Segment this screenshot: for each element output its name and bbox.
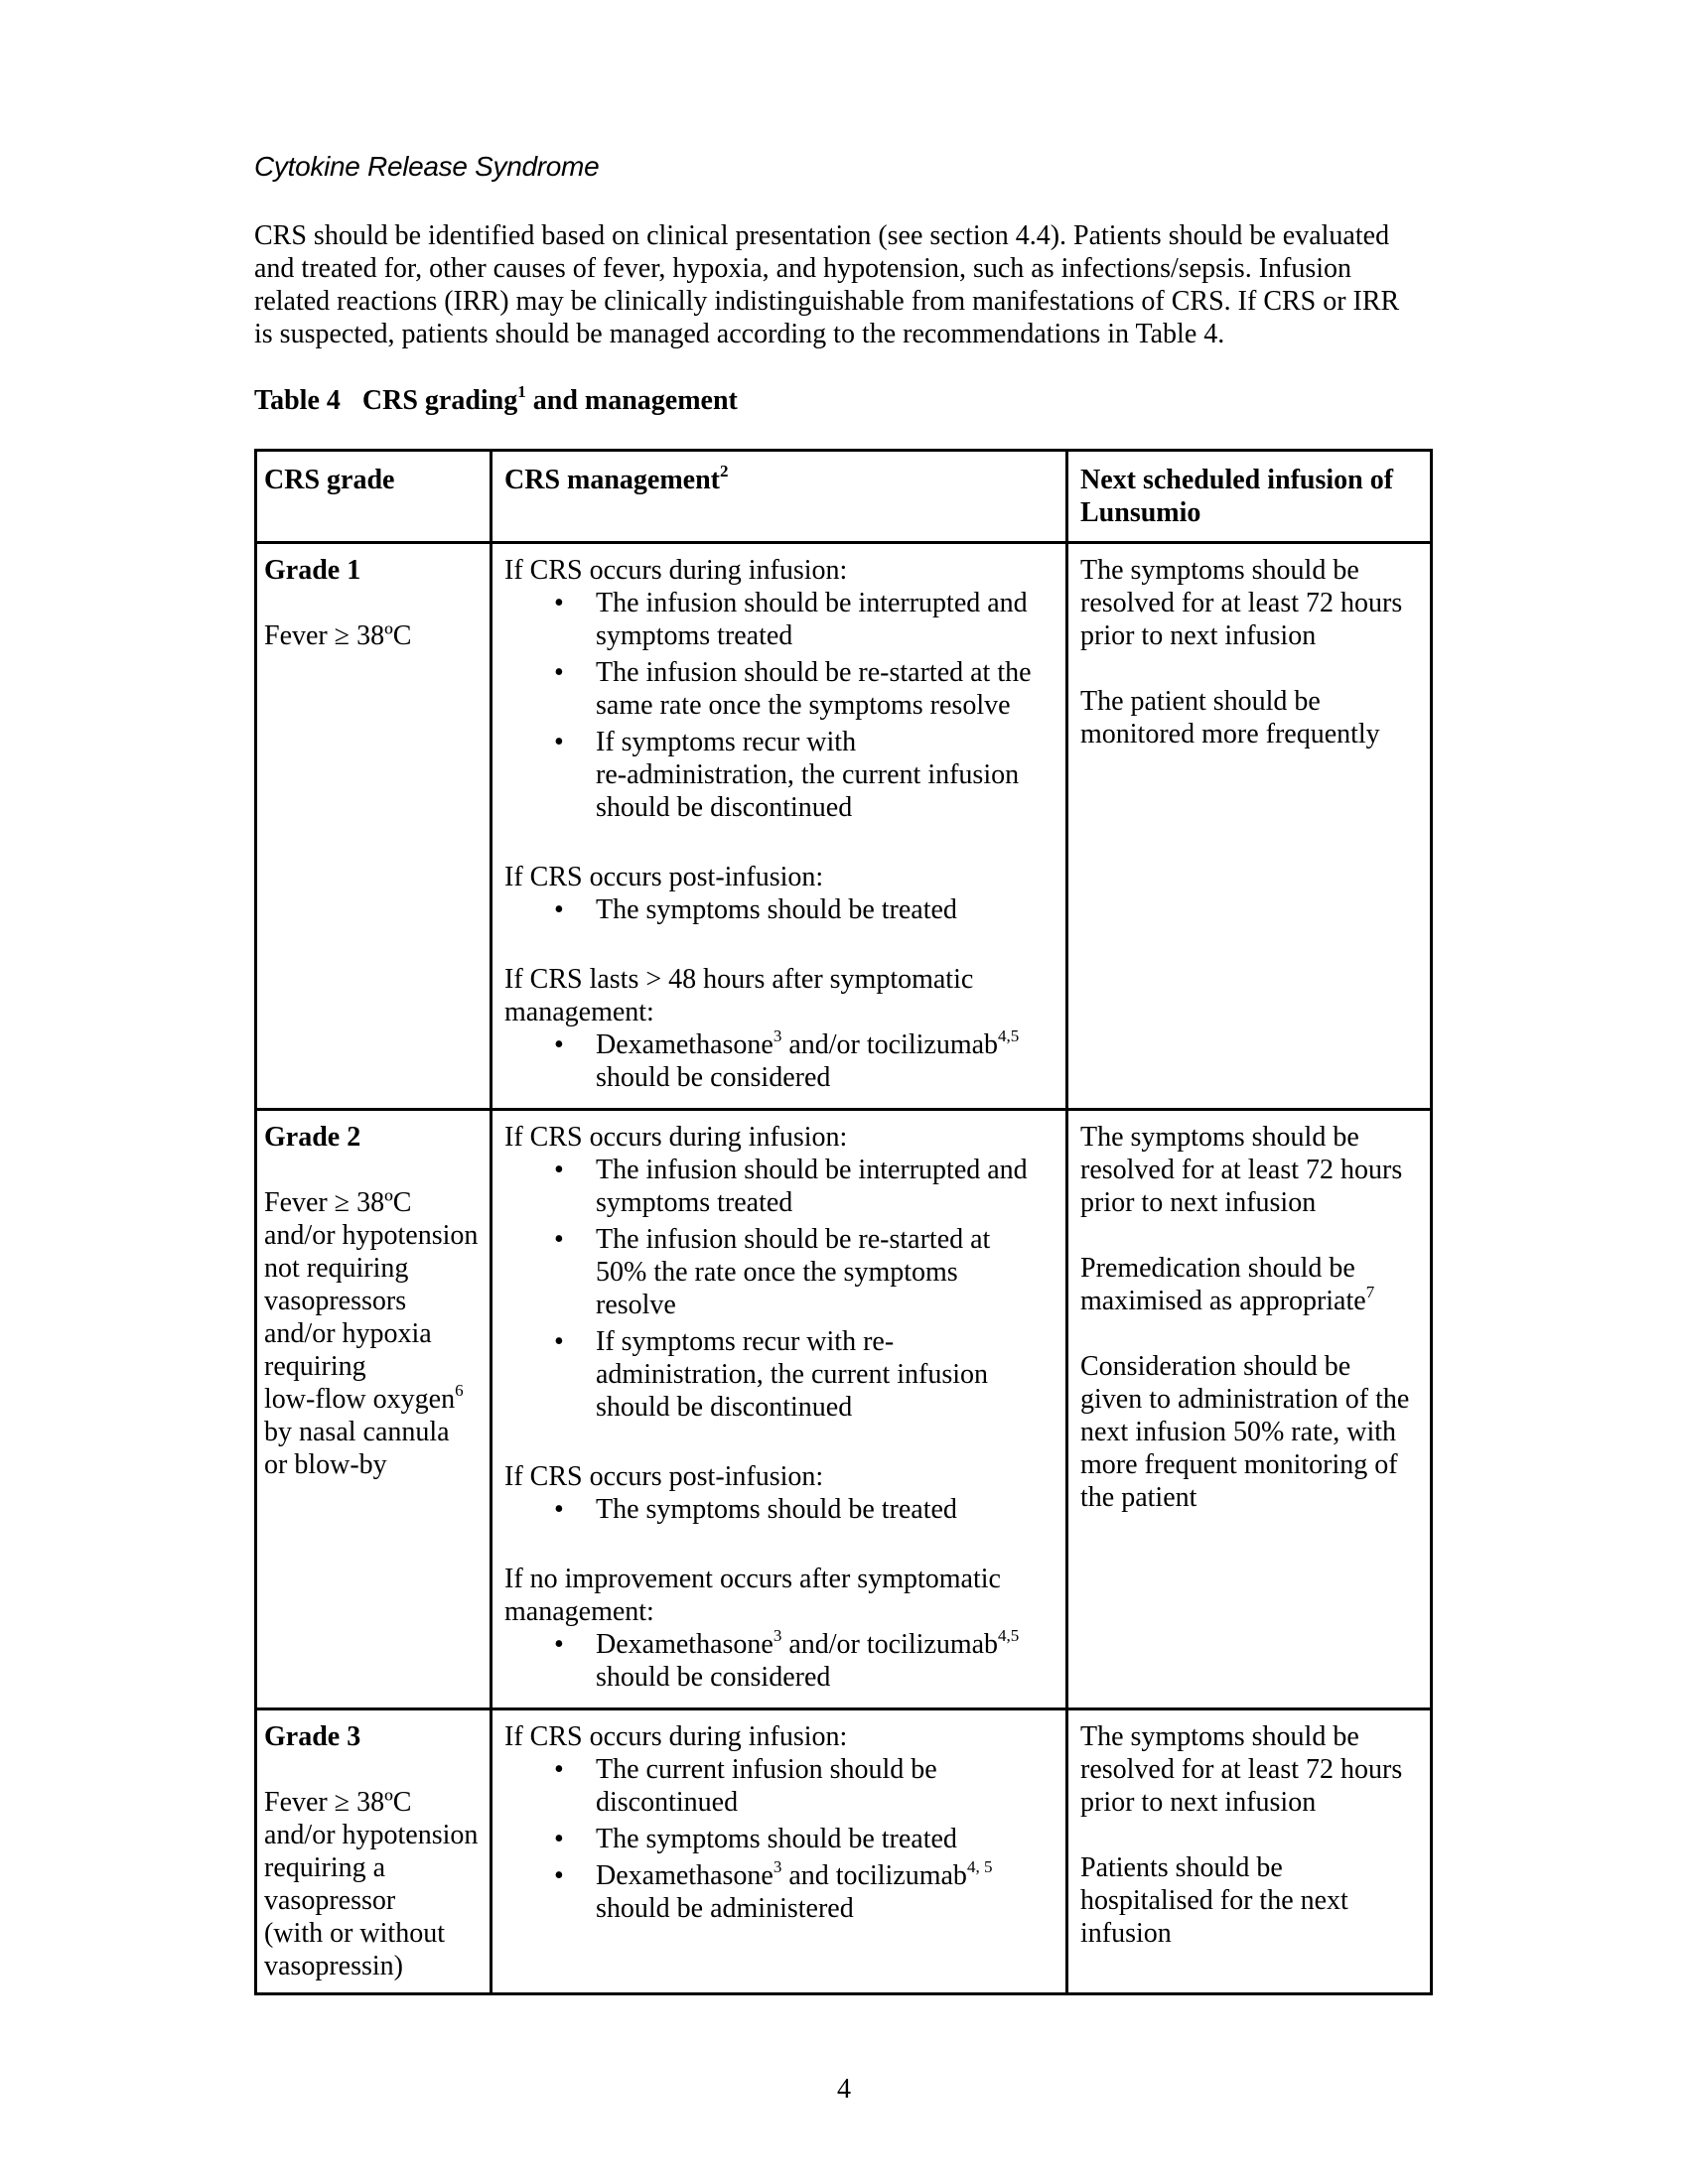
next-infusion-line: next infusion 50% rate, with bbox=[1080, 1417, 1397, 1447]
crs-management-table bbox=[254, 449, 1433, 1995]
list-item bbox=[504, 893, 1059, 926]
grade-description-line: Fever ≥ 38ºC bbox=[264, 620, 412, 651]
footnote-ref: 7 bbox=[1365, 1282, 1375, 1301]
next-infusion-line: the patient bbox=[1080, 1482, 1197, 1513]
section-heading: Cytokine Release Syndrome bbox=[254, 151, 600, 182]
block-intro-line: management: bbox=[504, 1596, 654, 1627]
block-intro-line: management: bbox=[504, 997, 654, 1027]
grade-description-line: (with or without bbox=[264, 1918, 445, 1949]
drug-name: Dexamethasone bbox=[596, 1029, 774, 1060]
list-item-line: symptoms treated bbox=[596, 620, 793, 651]
intro-line: related reactions (IRR) may be clinically indistinguishable from manifestations of CRS. If CRS or IRR bbox=[254, 286, 1400, 317]
grade-description-line: Fever ≥ 38ºC bbox=[264, 1187, 412, 1218]
page-number: 4 bbox=[837, 2074, 851, 2105]
list-item-line: The current infusion should be bbox=[596, 1754, 937, 1785]
footnote-ref: 3 bbox=[773, 1856, 782, 1876]
bullet-icon: • bbox=[554, 727, 564, 757]
grade-description-line: and/or hypoxia bbox=[264, 1318, 432, 1349]
block-intro-line: If CRS occurs during infusion: bbox=[504, 555, 848, 586]
grade-description-line: vasopressors bbox=[264, 1286, 407, 1316]
bullet-icon: • bbox=[554, 1824, 564, 1854]
intro-paragraph bbox=[254, 219, 1446, 350]
block-intro-line: If CRS lasts > 48 hours after symptomatic bbox=[504, 964, 974, 995]
header-next-infusion-line: Lunsumio bbox=[1080, 497, 1201, 528]
grade-2-next-infusion-cell bbox=[1067, 1110, 1432, 1709]
table-caption-label: Table 4 bbox=[254, 385, 341, 416]
next-infusion-line: The symptoms should be bbox=[1080, 555, 1359, 586]
list-item-line: If symptoms recur with re- bbox=[596, 1326, 895, 1357]
grade-description-text: low-flow oxygen bbox=[264, 1384, 456, 1415]
table-caption-title-rest: and management bbox=[525, 385, 738, 416]
block-intro-line: If CRS occurs post-infusion: bbox=[504, 1461, 824, 1492]
grade-description-line: vasopressor bbox=[264, 1885, 396, 1916]
next-infusion-line: prior to next infusion bbox=[1080, 1187, 1317, 1218]
list-item bbox=[504, 1753, 1059, 1819]
intro-line: is suspected, patients should be managed according to the recommendations in Table 4. bbox=[254, 319, 1225, 349]
intro-line: CRS should be identified based on clinical presentation (see section 4.4). Patients should be evaluated bbox=[254, 220, 1390, 251]
list-item-line: discontinued bbox=[596, 1787, 739, 1818]
list-item bbox=[504, 726, 1059, 824]
list-item bbox=[504, 1154, 1059, 1219]
grade-2-cell bbox=[256, 1110, 492, 1709]
grade-description-line: and/or hypotension bbox=[264, 1820, 479, 1850]
block-intro bbox=[504, 554, 1059, 587]
bullet-icon: • bbox=[554, 1494, 564, 1525]
bullet-icon: • bbox=[554, 1754, 564, 1785]
grade-title: Grade 1 bbox=[264, 555, 361, 586]
next-infusion-line: resolved for at least 72 hours bbox=[1080, 1754, 1403, 1785]
drug-name: and tocilizumab bbox=[781, 1860, 967, 1891]
grade-2-management-cell bbox=[492, 1110, 1067, 1709]
grade-title: Grade 3 bbox=[264, 1721, 361, 1752]
list-item bbox=[504, 1025, 1059, 1094]
bullet-list bbox=[504, 1753, 1059, 1925]
footnote-ref: 3 bbox=[773, 1025, 782, 1045]
footnote-ref: 3 bbox=[773, 1625, 782, 1645]
next-infusion-line: resolved for at least 72 hours bbox=[1080, 1155, 1403, 1185]
header-crs-management-label: CRS management bbox=[504, 465, 720, 495]
table-row-grade-3 bbox=[256, 1709, 1432, 1994]
bullet-list bbox=[504, 1025, 1059, 1094]
grade-description-line: vasopressin) bbox=[264, 1951, 403, 1981]
grade-3-cell bbox=[256, 1709, 492, 1994]
list-item-line: should be considered bbox=[596, 1062, 831, 1093]
bullet-icon: • bbox=[554, 1155, 564, 1185]
table-caption bbox=[254, 383, 738, 419]
list-item-line: administration, the current infusion bbox=[596, 1359, 989, 1390]
footnote-ref: 6 bbox=[455, 1380, 464, 1400]
block-intro-line: If CRS occurs during infusion: bbox=[504, 1122, 848, 1153]
list-item-line: should be considered bbox=[596, 1662, 831, 1693]
table-header-row bbox=[256, 451, 1432, 543]
list-item bbox=[504, 1325, 1059, 1424]
next-infusion-line: The symptoms should be bbox=[1080, 1721, 1359, 1752]
next-infusion-line: more frequent monitoring of bbox=[1080, 1449, 1398, 1480]
block-intro-line: If no improvement occurs after symptomatic bbox=[504, 1564, 1001, 1594]
next-infusion-line: The patient should be bbox=[1080, 686, 1321, 717]
next-infusion-line: hospitalised for the next bbox=[1080, 1885, 1348, 1916]
next-infusion-paragraph bbox=[1080, 1121, 1424, 1219]
list-item-line: The infusion should be re-started at bbox=[596, 1224, 991, 1255]
next-infusion-line: given to administration of the bbox=[1080, 1384, 1410, 1415]
next-infusion-paragraph bbox=[1080, 1350, 1424, 1514]
list-item bbox=[504, 1625, 1059, 1694]
footnote-ref: 4,5 bbox=[998, 1025, 1020, 1045]
bullet-list bbox=[504, 587, 1059, 824]
list-item-line: same rate once the symptoms resolve bbox=[596, 690, 1011, 721]
bullet-icon: • bbox=[554, 1629, 564, 1660]
drug-name: and/or tocilizumab bbox=[781, 1629, 999, 1660]
next-infusion-line: resolved for at least 72 hours bbox=[1080, 588, 1403, 618]
bullet-icon: • bbox=[554, 1224, 564, 1255]
intro-line: and treated for, other causes of fever, hypoxia, and hypotension, such as infections/sepsis. Infusion bbox=[254, 253, 1352, 284]
block-intro bbox=[504, 861, 1059, 893]
list-item bbox=[504, 1856, 1059, 1925]
grade-description-line: Fever ≥ 38ºC bbox=[264, 1787, 412, 1818]
grade-title: Grade 2 bbox=[264, 1122, 361, 1153]
grade-description-line: or blow-by bbox=[264, 1449, 387, 1480]
list-item-line: The infusion should be interrupted and bbox=[596, 1155, 1028, 1185]
block-intro-line: If CRS occurs post-infusion: bbox=[504, 862, 824, 892]
list-item bbox=[504, 1823, 1059, 1855]
list-item-line: symptoms treated bbox=[596, 1187, 793, 1218]
bullet-icon: • bbox=[554, 657, 564, 688]
block-intro bbox=[504, 1720, 1059, 1753]
footnote-ref: 4,5 bbox=[998, 1625, 1020, 1645]
grade-description-line: not requiring bbox=[264, 1253, 409, 1284]
bullet-icon: • bbox=[554, 588, 564, 618]
grade-3-management-cell bbox=[492, 1709, 1067, 1994]
next-infusion-line: Consideration should be bbox=[1080, 1351, 1351, 1382]
bullet-icon: • bbox=[554, 1029, 564, 1060]
header-crs-grade: CRS grade bbox=[256, 451, 492, 543]
list-item-line: re-administration, the current infusion bbox=[596, 759, 1020, 790]
drug-name: Dexamethasone bbox=[596, 1629, 774, 1660]
list-item-line bbox=[596, 1025, 1059, 1061]
list-item-line: If symptoms recur with bbox=[596, 727, 857, 757]
next-infusion-paragraph bbox=[1080, 554, 1424, 652]
next-infusion-paragraph bbox=[1080, 1851, 1424, 1950]
grade-description-line: and/or hypotension bbox=[264, 1220, 479, 1251]
header-next-infusion-line: Next scheduled infusion of bbox=[1080, 465, 1394, 495]
next-infusion-paragraph bbox=[1080, 685, 1424, 751]
footnote-ref: 1 bbox=[517, 381, 526, 401]
grade-description bbox=[264, 1186, 484, 1481]
grade-description bbox=[264, 619, 484, 652]
bullet-icon: • bbox=[554, 1326, 564, 1357]
block-intro bbox=[504, 1460, 1059, 1493]
next-infusion-line: Premedication should be bbox=[1080, 1253, 1355, 1284]
next-infusion-paragraph bbox=[1080, 1252, 1424, 1317]
list-item-line bbox=[596, 1856, 1059, 1892]
bullet-icon: • bbox=[554, 894, 564, 925]
next-infusion-line bbox=[1080, 1282, 1424, 1317]
next-infusion-line: Patients should be bbox=[1080, 1852, 1283, 1883]
drug-name: and/or tocilizumab bbox=[781, 1029, 999, 1060]
grade-description-line bbox=[264, 1380, 484, 1416]
list-item bbox=[504, 1223, 1059, 1321]
grade-description-line: requiring bbox=[264, 1351, 366, 1382]
drug-name: Dexamethasone bbox=[596, 1860, 774, 1891]
list-item bbox=[504, 1493, 1059, 1526]
grade-1-next-infusion-cell bbox=[1067, 543, 1432, 1110]
bullet-list bbox=[504, 1154, 1059, 1424]
block-intro bbox=[504, 1121, 1059, 1154]
list-item-line: resolve bbox=[596, 1290, 676, 1320]
bullet-icon: • bbox=[554, 1860, 564, 1891]
bullet-list bbox=[504, 1625, 1059, 1694]
grade-1-management-cell bbox=[492, 543, 1067, 1110]
bullet-list bbox=[504, 1493, 1059, 1526]
next-infusion-text: maximised as appropriate bbox=[1080, 1286, 1366, 1316]
block-intro-line: If CRS occurs during infusion: bbox=[504, 1721, 848, 1752]
footnote-ref: 2 bbox=[720, 461, 729, 480]
grade-1-cell bbox=[256, 543, 492, 1110]
list-item-line: The infusion should be re-started at the bbox=[596, 657, 1032, 688]
list-item bbox=[504, 587, 1059, 652]
next-infusion-line: prior to next infusion bbox=[1080, 620, 1317, 651]
grade-3-next-infusion-cell bbox=[1067, 1709, 1432, 1994]
next-infusion-line: prior to next infusion bbox=[1080, 1787, 1317, 1818]
table-row-grade-1 bbox=[256, 543, 1432, 1110]
list-item-line: The symptoms should be treated bbox=[596, 1494, 957, 1525]
list-item-line: The symptoms should be treated bbox=[596, 894, 957, 925]
list-item-line: The infusion should be interrupted and bbox=[596, 588, 1028, 618]
grade-description-line: by nasal cannula bbox=[264, 1417, 450, 1447]
next-infusion-line: infusion bbox=[1080, 1918, 1172, 1949]
list-item-line: should be discontinued bbox=[596, 792, 853, 823]
table-row-grade-2 bbox=[256, 1110, 1432, 1709]
header-next-infusion bbox=[1067, 451, 1432, 543]
list-item-line: should be discontinued bbox=[596, 1392, 853, 1423]
grade-description-line: requiring a bbox=[264, 1852, 386, 1883]
next-infusion-line: monitored more frequently bbox=[1080, 719, 1380, 750]
list-item-line bbox=[596, 1625, 1059, 1661]
next-infusion-line: The symptoms should be bbox=[1080, 1122, 1359, 1153]
table-caption-title: CRS grading bbox=[361, 385, 518, 416]
next-infusion-paragraph bbox=[1080, 1720, 1424, 1819]
block-intro bbox=[504, 1563, 1059, 1628]
grade-description bbox=[264, 1786, 484, 1982]
block-intro bbox=[504, 963, 1059, 1028]
header-crs-management bbox=[492, 451, 1067, 543]
list-item-line: The symptoms should be treated bbox=[596, 1824, 957, 1854]
footnote-ref: 4, 5 bbox=[966, 1856, 993, 1876]
list-item-line: 50% the rate once the symptoms bbox=[596, 1257, 958, 1288]
bullet-list bbox=[504, 893, 1059, 926]
list-item-line: should be administered bbox=[596, 1893, 854, 1924]
list-item bbox=[504, 656, 1059, 722]
